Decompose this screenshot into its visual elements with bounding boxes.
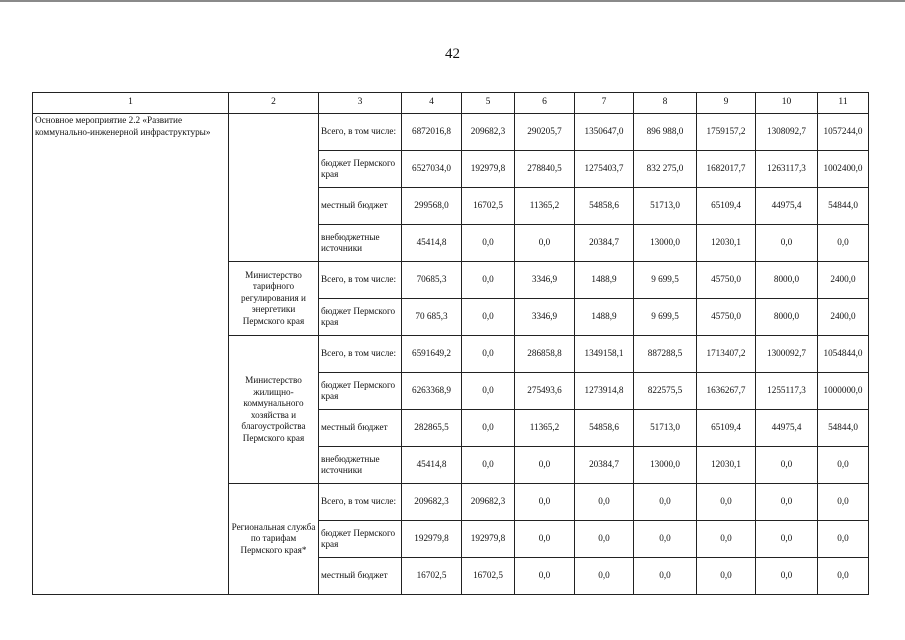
value-cell: 0,0 xyxy=(515,484,575,521)
value-cell: 44975,4 xyxy=(756,410,818,447)
value-cell: 65109,4 xyxy=(697,188,756,225)
funding-source-cell: Всего, в том числе: xyxy=(319,484,402,521)
value-cell: 1636267,7 xyxy=(697,373,756,410)
main-activity-cell: Основное мероприятие 2.2 «Развитие коммунально-инженерной инфраструктуры» xyxy=(33,114,229,595)
value-cell: 8000,0 xyxy=(756,262,818,299)
value-cell: 54844,0 xyxy=(818,188,869,225)
value-cell: 54858,6 xyxy=(575,188,634,225)
value-cell: 20384,7 xyxy=(575,447,634,484)
value-cell: 0,0 xyxy=(756,225,818,262)
value-cell: 209682,3 xyxy=(462,484,515,521)
funding-source-cell: местный бюджет xyxy=(319,188,402,225)
value-cell: 0,0 xyxy=(462,447,515,484)
value-cell: 13000,0 xyxy=(634,447,697,484)
value-cell: 192979,8 xyxy=(402,521,462,558)
value-cell: 2400,0 xyxy=(818,262,869,299)
value-cell: 1000000,0 xyxy=(818,373,869,410)
value-cell: 1057244,0 xyxy=(818,114,869,151)
value-cell: 12030,1 xyxy=(697,447,756,484)
value-cell: 45414,8 xyxy=(402,447,462,484)
value-cell: 51713,0 xyxy=(634,410,697,447)
value-cell: 11365,2 xyxy=(515,410,575,447)
value-cell: 0,0 xyxy=(575,521,634,558)
value-cell: 9 699,5 xyxy=(634,299,697,336)
value-cell: 0,0 xyxy=(515,558,575,595)
header-cell: 11 xyxy=(818,93,869,114)
header-cell: 6 xyxy=(515,93,575,114)
value-cell: 6527034,0 xyxy=(402,151,462,188)
value-cell: 0,0 xyxy=(515,521,575,558)
value-cell: 286858,8 xyxy=(515,336,575,373)
header-cell: 2 xyxy=(229,93,319,114)
value-cell: 1002400,0 xyxy=(818,151,869,188)
value-cell: 8000,0 xyxy=(756,299,818,336)
header-cell: 5 xyxy=(462,93,515,114)
value-cell: 6263368,9 xyxy=(402,373,462,410)
value-cell: 0,0 xyxy=(756,521,818,558)
value-cell: 0,0 xyxy=(818,558,869,595)
value-cell: 3346,9 xyxy=(515,299,575,336)
value-cell: 13000,0 xyxy=(634,225,697,262)
value-cell: 12030,1 xyxy=(697,225,756,262)
table-header-row xyxy=(33,93,869,114)
funding-source-cell: Всего, в том числе: xyxy=(319,114,402,151)
value-cell: 0,0 xyxy=(515,225,575,262)
value-cell: 0,0 xyxy=(634,521,697,558)
funding-source-cell: местный бюджет xyxy=(319,558,402,595)
funding-source-cell: внебюджетные источники xyxy=(319,447,402,484)
value-cell: 20384,7 xyxy=(575,225,634,262)
value-cell: 1300092,7 xyxy=(756,336,818,373)
value-cell: 2400,0 xyxy=(818,299,869,336)
value-cell: 0,0 xyxy=(756,484,818,521)
value-cell: 0,0 xyxy=(697,521,756,558)
value-cell: 1682017,7 xyxy=(697,151,756,188)
value-cell: 192979,8 xyxy=(462,151,515,188)
scan-top-edge xyxy=(0,0,905,2)
value-cell: 192979,8 xyxy=(462,521,515,558)
table-row xyxy=(33,114,869,151)
value-cell: 0,0 xyxy=(818,447,869,484)
value-cell: 282865,5 xyxy=(402,410,462,447)
value-cell: 0,0 xyxy=(575,558,634,595)
value-cell: 299568,0 xyxy=(402,188,462,225)
funding-source-cell: Всего, в том числе: xyxy=(319,336,402,373)
value-cell: 54858,6 xyxy=(575,410,634,447)
value-cell: 0,0 xyxy=(818,521,869,558)
value-cell: 832 275,0 xyxy=(634,151,697,188)
funding-source-cell: бюджет Пермского края xyxy=(319,299,402,336)
value-cell: 0,0 xyxy=(756,558,818,595)
value-cell: 45750,0 xyxy=(697,262,756,299)
value-cell: 1054844,0 xyxy=(818,336,869,373)
value-cell: 54844,0 xyxy=(818,410,869,447)
budget-table xyxy=(32,92,869,595)
value-cell: 0,0 xyxy=(818,225,869,262)
value-cell: 16702,5 xyxy=(462,558,515,595)
value-cell: 209682,3 xyxy=(402,484,462,521)
funding-source-cell: бюджет Пермского края xyxy=(319,373,402,410)
executor-cell: Региональная служба по тарифам Пермского края* xyxy=(229,484,319,595)
value-cell: 0,0 xyxy=(634,558,697,595)
value-cell: 1349158,1 xyxy=(575,336,634,373)
executor-cell xyxy=(229,114,319,262)
value-cell: 45750,0 xyxy=(697,299,756,336)
value-cell: 278840,5 xyxy=(515,151,575,188)
value-cell: 0,0 xyxy=(515,447,575,484)
value-cell: 44975,4 xyxy=(756,188,818,225)
value-cell: 70685,3 xyxy=(402,262,462,299)
funding-source-cell: местный бюджет xyxy=(319,410,402,447)
value-cell: 209682,3 xyxy=(462,114,515,151)
header-cell: 3 xyxy=(319,93,402,114)
value-cell: 1255117,3 xyxy=(756,373,818,410)
header-cell: 7 xyxy=(575,93,634,114)
executor-cell: Министерство тарифного регулирования и энергетики Пермского края xyxy=(229,262,319,336)
header-cell: 10 xyxy=(756,93,818,114)
value-cell: 16702,5 xyxy=(462,188,515,225)
value-cell: 1350647,0 xyxy=(575,114,634,151)
funding-source-cell: внебюджетные источники xyxy=(319,225,402,262)
value-cell: 0,0 xyxy=(462,225,515,262)
value-cell: 0,0 xyxy=(462,299,515,336)
value-cell: 0,0 xyxy=(697,558,756,595)
value-cell: 0,0 xyxy=(462,336,515,373)
value-cell: 70 685,3 xyxy=(402,299,462,336)
value-cell: 3346,9 xyxy=(515,262,575,299)
value-cell: 290205,7 xyxy=(515,114,575,151)
value-cell: 11365,2 xyxy=(515,188,575,225)
value-cell: 16702,5 xyxy=(402,558,462,595)
value-cell: 887288,5 xyxy=(634,336,697,373)
value-cell: 6591649,2 xyxy=(402,336,462,373)
value-cell: 822575,5 xyxy=(634,373,697,410)
header-cell: 8 xyxy=(634,93,697,114)
funding-source-cell: Всего, в том числе: xyxy=(319,262,402,299)
value-cell: 1488,9 xyxy=(575,262,634,299)
value-cell: 6872016,8 xyxy=(402,114,462,151)
value-cell: 51713,0 xyxy=(634,188,697,225)
funding-source-cell: бюджет Пермского края xyxy=(319,521,402,558)
page-number: 42 xyxy=(445,46,460,62)
value-cell: 1263117,3 xyxy=(756,151,818,188)
value-cell: 45414,8 xyxy=(402,225,462,262)
value-cell: 0,0 xyxy=(462,373,515,410)
value-cell: 0,0 xyxy=(818,484,869,521)
value-cell: 275493,6 xyxy=(515,373,575,410)
value-cell: 0,0 xyxy=(697,484,756,521)
value-cell: 1273914,8 xyxy=(575,373,634,410)
value-cell: 65109,4 xyxy=(697,410,756,447)
header-cell: 4 xyxy=(402,93,462,114)
value-cell: 1759157,2 xyxy=(697,114,756,151)
header-cell: 9 xyxy=(697,93,756,114)
funding-source-cell: бюджет Пермского края xyxy=(319,151,402,188)
value-cell: 896 988,0 xyxy=(634,114,697,151)
value-cell: 0,0 xyxy=(462,262,515,299)
value-cell: 1308092,7 xyxy=(756,114,818,151)
value-cell: 1275403,7 xyxy=(575,151,634,188)
value-cell: 0,0 xyxy=(756,447,818,484)
header-cell: 1 xyxy=(33,93,229,114)
executor-cell: Министерство жилищно-коммунального хозяйства и благоустройства Пермского края xyxy=(229,336,319,484)
value-cell: 1713407,2 xyxy=(697,336,756,373)
value-cell: 0,0 xyxy=(462,410,515,447)
value-cell: 1488,9 xyxy=(575,299,634,336)
value-cell: 0,0 xyxy=(575,484,634,521)
value-cell: 9 699,5 xyxy=(634,262,697,299)
value-cell: 0,0 xyxy=(634,484,697,521)
